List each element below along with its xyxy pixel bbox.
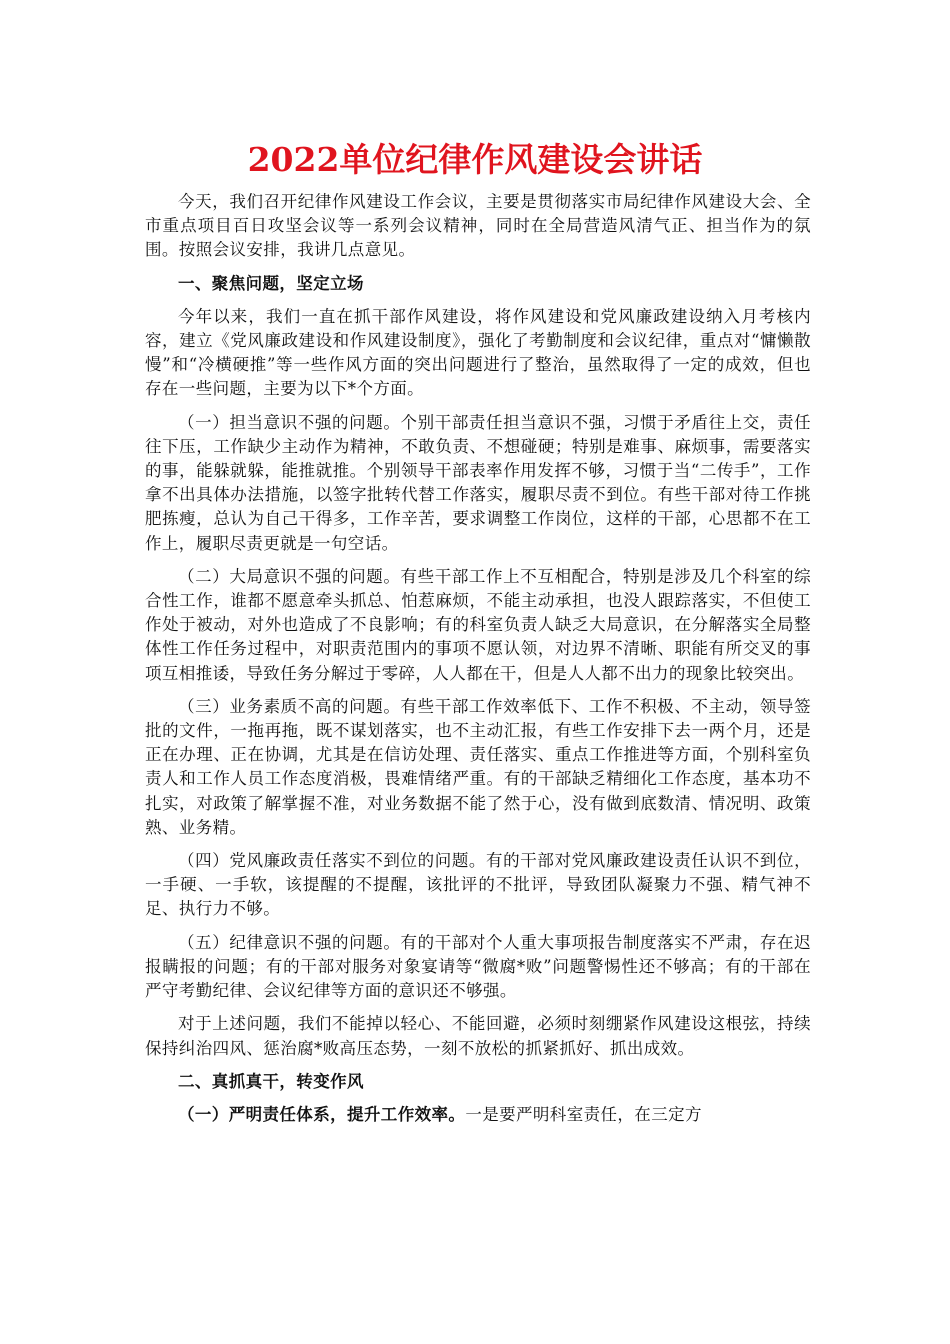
section-1-heading: 一、聚焦问题，坚定立场 — [178, 273, 364, 293]
section-1-closing: 对于上述问题，我们不能掉以轻心、不能回避，必须时刻绷紧作风建设这根弦，持续保持纠治四风、惩治腐*败高压态势，一刻不放松的抓紧抓好、抓出成效。 — [145, 1014, 811, 1058]
section-2-heading: 二、真抓真干，转变作风 — [178, 1071, 364, 1091]
section-2-item-1-lead: （一）严明责任体系，提升工作效率。 — [178, 1104, 466, 1124]
section-2-item-1 — [145, 1103, 811, 1127]
intro-paragraph: 今天，我们召开纪律作风建设工作会议，主要是贯彻落实市局纪律作风建设大会、全市重点项目百日攻坚会议等一系列会议精神，同时在全局营造风清气正、担当作为的氛围。按照会议安排，我讲几点意见。 — [145, 192, 811, 260]
problem-item-2: （二）大局意识不强的问题。有些干部工作上不互相配合，特别是涉及几个科室的综合性工作，谁都不愿意牵头抓总、怕惹麻烦，不能主动承担，也没人跟踪落实，不但使工作处于被动，对外也造成了不良影响；有的科室负责人缺乏大局意识，在分解落实全局整体性工作任务过程中，对职责范围内的事项不愿认领，对边界不清晰、职能有所交叉的事项互相推诿，导致任务分解过于零碎，人人都在干，但是人人都不出力的现象比较突出。 — [145, 566, 811, 683]
section-2-item-1-text: 一是要严明科室责任，在三定方 — [465, 1104, 702, 1124]
section-1-overview: 今年以来，我们一直在抓干部作风建设，将作风建设和党风廉政建设纳入月考核内容，建立《党风廉政建设和作风建设制度》，强化了考勤制度和会议纪律，重点对“慵懒散慢”和“冷横硬推”等一些作风方面的突出问题进行了整治，虽然取得了一定的成效，但也存在一些问题，主要为以下*个方面。 — [145, 306, 811, 399]
problem-item-1: （一）担当意识不强的问题。个别干部责任担当意识不强，习惯于矛盾往上交，责任往下压，工作缺少主动作为精神，不敢负责、不想碰硬；特别是难事、麻烦事，需要落实的事，能躲就躲，能推就推。个别领导干部表率作用发挥不够，习惯于当“二传手”，工作拿不出具体办法措施，以签字批转代替工作落实，履职尽责不到位。有些干部对待工作挑肥拣瘦，总认为自己干得多，工作辛苦，要求调整工作岗位，这样的干部，心思都不在工作上，履职尽责更就是一句空话。 — [145, 412, 811, 553]
problem-item-5: （五）纪律意识不强的问题。有的干部对个人重大事项报告制度落实不严肃，存在迟报瞒报的问题；有的干部对服务对象宴请等“微腐*败”问题警惕性还不够高；有的干部在严守考勤纪律、会议纪律等方面的意识还不够强。 — [145, 932, 811, 1001]
problem-item-4: （四）党风廉政责任落实不到位的问题。有的干部对党风廉政建设责任认识不到位，一手硬、一手软，该提醒的不提醒，该批评的不批评，导致团队凝聚力不强、精气神不足、执行力不够。 — [145, 851, 811, 919]
document-title: 2022单位纪律作风建设会讲话 — [247, 140, 703, 179]
document-body — [145, 190, 811, 1136]
problem-item-3: （三）业务素质不高的问题。有些干部工作效率低下、工作不积极、不主动，领导签批的文件，一拖再拖，既不谋划落实，也不主动汇报，有些工作安排下去一两个月，还是正在办理、正在协调，尤其是在信访处理、责任落实、重点工作推进等方面，个别科室负责人和工作人员工作态度消极，畏难情绪严重。有的干部缺乏精细化工作态度，基本功不扎实，对政策了解掌握不准，对业务数据不能了然于心，没有做到底数清、情况明、政策熟、业务精。 — [145, 696, 811, 837]
